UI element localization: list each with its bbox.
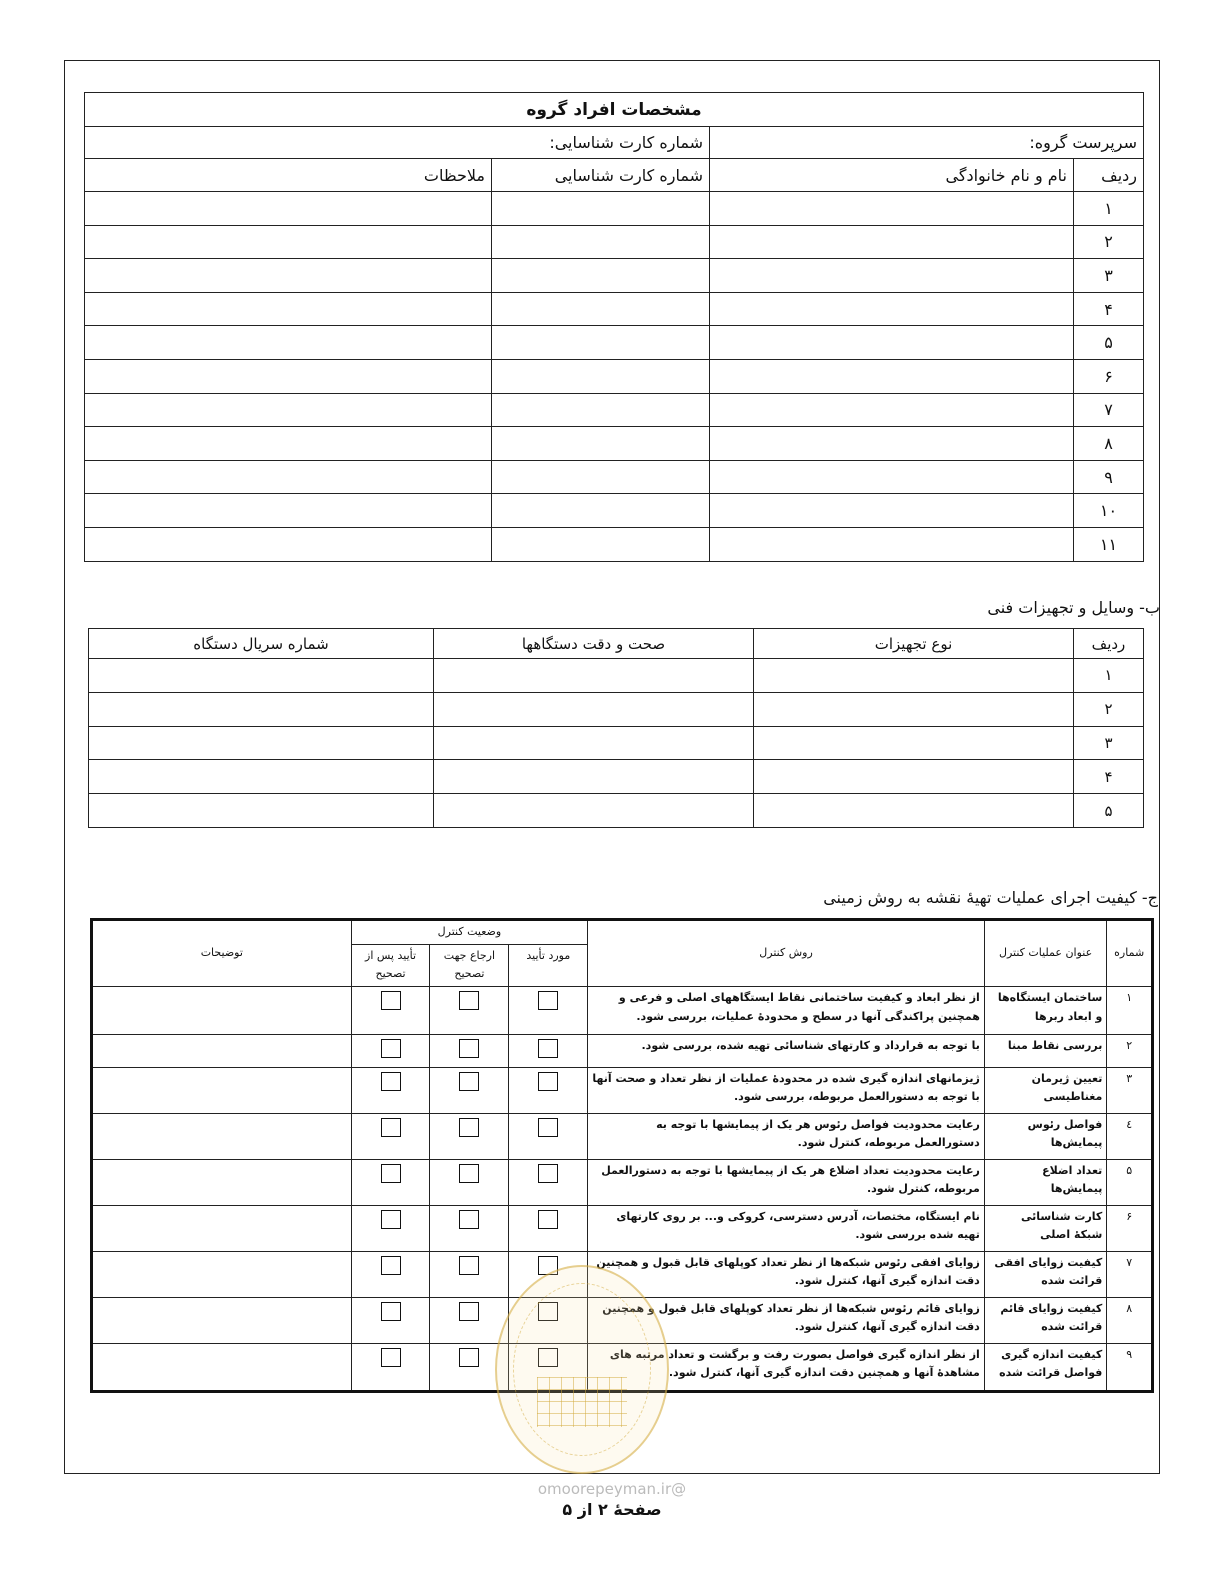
member-row-number: ۵ — [1074, 326, 1144, 360]
member-row — [85, 527, 1144, 561]
equipment-row-number: ۵ — [1074, 794, 1144, 828]
member-name-cell[interactable] — [710, 460, 1074, 494]
qc-status-cell — [509, 1205, 588, 1251]
qc-row — [92, 1035, 1153, 1068]
qc-row-title: تعیین ژیرمان مغناطیسی — [984, 1067, 1107, 1113]
supervisor-field[interactable]: سرپرست گروه: — [710, 127, 1144, 159]
supervisor-card-field[interactable]: شماره کارت شناسایی: — [85, 127, 710, 159]
qc-row-title: بررسی نقاط مبنا — [984, 1035, 1107, 1068]
qc-row-title: کیفیت اندازه گیری فواصل قرائت شده — [984, 1343, 1107, 1391]
group-members-table — [84, 92, 1144, 562]
qc-status-cell — [430, 1035, 509, 1068]
qc-row-number: ۲ — [1107, 1035, 1153, 1068]
qc-row-method: نام ایستگاه، مختصات، آدرس دسترسی، کروکی و... بر روی کارتهای تهیه شده بررسی شود. — [588, 1205, 985, 1251]
qc-row-number: ۶ — [1107, 1205, 1153, 1251]
qc-afterfix-checkbox[interactable] — [381, 1164, 401, 1183]
member-name-cell[interactable] — [710, 326, 1074, 360]
qc-status-cell — [430, 1159, 509, 1205]
watermark-ring — [513, 1283, 651, 1456]
qc-status-cell — [351, 1205, 430, 1251]
qc-returned-checkbox[interactable] — [459, 1302, 479, 1321]
equipment-row-number: ۴ — [1074, 760, 1144, 794]
qc-col-status-header: وضعیت کنترل — [351, 920, 588, 945]
equipment-row-number: ۳ — [1074, 726, 1144, 760]
equipment-row — [89, 760, 1144, 794]
col-name-header: نام و نام خانوادگی — [710, 159, 1074, 192]
equipment-type-cell[interactable] — [754, 760, 1074, 794]
eq-col-type-header: نوع تجهیزات — [754, 629, 1074, 659]
qc-col-afterfix-header: تأیید پس از تصحیح — [351, 944, 430, 986]
qc-col-returned-header: ارجاع جهت تصحیح — [430, 944, 509, 986]
member-name-cell[interactable] — [710, 192, 1074, 226]
qc-approved-checkbox[interactable] — [538, 1072, 558, 1091]
member-notes-cell[interactable] — [85, 494, 492, 528]
qc-row-notes[interactable] — [92, 1067, 352, 1113]
qc-status-cell — [351, 1343, 430, 1391]
equipment-accuracy-cell[interactable] — [434, 692, 754, 726]
col-card-header: شماره کارت شناسایی — [492, 159, 710, 192]
qc-col-title-header: عنوان عملیات کنترل — [984, 920, 1107, 987]
member-row — [85, 225, 1144, 259]
member-row-number: ۴ — [1074, 292, 1144, 326]
member-row — [85, 192, 1144, 226]
member-row — [85, 326, 1144, 360]
member-notes-cell[interactable] — [85, 359, 492, 393]
member-notes-cell[interactable] — [85, 326, 492, 360]
qc-status-cell — [430, 1205, 509, 1251]
member-row — [85, 460, 1144, 494]
group-members-title: مشخصات افراد گروه — [85, 93, 1144, 127]
qc-approved-checkbox[interactable] — [538, 1039, 558, 1058]
member-row-number: ۹ — [1074, 460, 1144, 494]
qc-row-title: کارت شناسائی شبکهٔ اصلی — [984, 1205, 1107, 1251]
qc-status-cell — [351, 987, 430, 1035]
eq-col-serial-header: شماره سریال دستگاه — [89, 629, 434, 659]
member-row — [85, 393, 1144, 427]
qc-row-title: کیفیت زوایای افقی قرائت شده — [984, 1251, 1107, 1297]
member-row — [85, 359, 1144, 393]
member-notes-cell[interactable] — [85, 460, 492, 494]
member-notes-cell[interactable] — [85, 259, 492, 293]
qc-approved-checkbox[interactable] — [538, 991, 558, 1010]
qc-status-cell — [509, 1159, 588, 1205]
qc-returned-checkbox[interactable] — [459, 1256, 479, 1275]
equipment-serial-cell[interactable] — [89, 794, 434, 828]
member-card-cell[interactable] — [492, 292, 710, 326]
watermark-grid — [537, 1377, 627, 1427]
qc-row — [92, 1067, 1153, 1113]
member-card-cell[interactable] — [492, 427, 710, 461]
member-name-cell[interactable] — [710, 225, 1074, 259]
qc-row-notes[interactable] — [92, 1205, 352, 1251]
member-card-cell[interactable] — [492, 259, 710, 293]
member-name-cell[interactable] — [710, 259, 1074, 293]
col-row-header: ردیف — [1074, 159, 1144, 192]
member-row — [85, 494, 1144, 528]
qc-status-cell — [430, 1297, 509, 1343]
qc-afterfix-checkbox[interactable] — [381, 1210, 401, 1229]
qc-returned-checkbox[interactable] — [459, 1210, 479, 1229]
qc-status-cell — [509, 987, 588, 1035]
qc-row-title: تعداد اضلاع پیمایش‌ها — [984, 1159, 1107, 1205]
qc-col-notes-header: توضیحات — [92, 920, 352, 987]
member-card-cell[interactable] — [492, 192, 710, 226]
equipment-row — [89, 692, 1144, 726]
qc-row-number: ۸ — [1107, 1297, 1153, 1343]
member-card-cell[interactable] — [492, 225, 710, 259]
qc-afterfix-checkbox[interactable] — [381, 1118, 401, 1137]
qc-approved-checkbox[interactable] — [538, 1118, 558, 1137]
member-row-number: ۷ — [1074, 393, 1144, 427]
eq-col-row-header: ردیف — [1074, 629, 1144, 659]
qc-row — [92, 1113, 1153, 1159]
member-card-cell[interactable] — [492, 326, 710, 360]
member-notes-cell[interactable] — [85, 427, 492, 461]
equipment-type-cell[interactable] — [754, 659, 1074, 693]
member-notes-cell[interactable] — [85, 292, 492, 326]
qc-afterfix-checkbox[interactable] — [381, 1039, 401, 1058]
qc-status-cell — [351, 1297, 430, 1343]
qc-approved-checkbox[interactable] — [538, 1210, 558, 1229]
equipment-type-cell[interactable] — [754, 692, 1074, 726]
equipment-row — [89, 794, 1144, 828]
qc-row-method: از نظر اندازه گیری فواصل بصورت رفت و برگشت و تعداد مرتبه های مشاهدهٔ آنها و همچنین دقت اندازه گیری آنها، کنترل شود. — [588, 1343, 985, 1391]
member-row — [85, 427, 1144, 461]
qc-row-notes[interactable] — [92, 1035, 352, 1068]
qc-returned-checkbox[interactable] — [459, 1348, 479, 1367]
member-name-cell[interactable] — [710, 393, 1074, 427]
qc-status-cell — [430, 987, 509, 1035]
member-row-number: ۱۰ — [1074, 494, 1144, 528]
member-card-cell[interactable] — [492, 393, 710, 427]
qc-afterfix-checkbox[interactable] — [381, 991, 401, 1010]
quality-section-title: ج- کیفیت اجرای عملیات تهیهٔ نقشه به روش زمینی — [823, 888, 1158, 907]
qc-row-notes[interactable] — [92, 1159, 352, 1205]
qc-status-cell — [351, 1067, 430, 1113]
qc-row — [92, 1159, 1153, 1205]
equipment-serial-cell[interactable] — [89, 692, 434, 726]
member-row — [85, 259, 1144, 293]
qc-row-method: زوایای افقی رئوس شبکه‌ها از نظر تعداد کوپلهای قابل قبول و همچنین دقت اندازه گیری آنها، کنترل شود. — [588, 1251, 985, 1297]
equipment-accuracy-cell[interactable] — [434, 659, 754, 693]
member-notes-cell[interactable] — [85, 192, 492, 226]
member-card-cell[interactable] — [492, 527, 710, 561]
qc-row — [92, 987, 1153, 1035]
qc-status-cell — [430, 1251, 509, 1297]
qc-row-notes[interactable] — [92, 987, 352, 1035]
watermark-site: @omoorepeyman.ir — [537, 1480, 687, 1498]
qc-row-notes[interactable] — [92, 1343, 352, 1391]
equipment-row — [89, 659, 1144, 693]
equipment-accuracy-cell[interactable] — [434, 794, 754, 828]
qc-status-cell — [351, 1159, 430, 1205]
qc-status-cell — [509, 1113, 588, 1159]
equipment-table — [88, 628, 1144, 828]
member-notes-cell[interactable] — [85, 225, 492, 259]
member-row-number: ۲ — [1074, 225, 1144, 259]
qc-row-number: ۷ — [1107, 1251, 1153, 1297]
qc-row-method: زوایای قائم رئوس شبکه‌ها از نظر تعداد کوپلهای قابل قبول و همچنین دقت اندازه گیری آنها، کنترل شود. — [588, 1297, 985, 1343]
qc-status-cell — [509, 1067, 588, 1113]
member-notes-cell[interactable] — [85, 527, 492, 561]
equipment-serial-cell[interactable] — [89, 659, 434, 693]
member-row-number: ۳ — [1074, 259, 1144, 293]
qc-row-number: ۹ — [1107, 1343, 1153, 1391]
equipment-accuracy-cell[interactable] — [434, 760, 754, 794]
member-row-number: ۸ — [1074, 427, 1144, 461]
qc-status-cell — [351, 1113, 430, 1159]
equipment-row-number: ۱ — [1074, 659, 1144, 693]
equipment-accuracy-cell[interactable] — [434, 726, 754, 760]
qc-row-notes[interactable] — [92, 1297, 352, 1343]
col-notes-header: ملاحظات — [85, 159, 492, 192]
qc-returned-checkbox[interactable] — [459, 991, 479, 1010]
qc-row-method: رعایت محدودیت فواصل رئوس هر یک از پیمایشها با توجه به دستورالعمل مربوطه، کنترل شود. — [588, 1113, 985, 1159]
qc-returned-checkbox[interactable] — [459, 1164, 479, 1183]
qc-row-number: ۳ — [1107, 1067, 1153, 1113]
equipment-serial-cell[interactable] — [89, 726, 434, 760]
member-notes-cell[interactable] — [85, 393, 492, 427]
watermark-seal — [495, 1265, 669, 1474]
qc-afterfix-checkbox[interactable] — [381, 1348, 401, 1367]
member-row — [85, 292, 1144, 326]
qc-returned-checkbox[interactable] — [459, 1039, 479, 1058]
equipment-row — [89, 726, 1144, 760]
equipment-row-number: ۲ — [1074, 692, 1144, 726]
equipment-type-cell[interactable] — [754, 794, 1074, 828]
qc-row-notes[interactable] — [92, 1251, 352, 1297]
qc-row-title: فواصل رئوس پیمایش‌ها — [984, 1113, 1107, 1159]
qc-status-cell — [351, 1035, 430, 1068]
equipment-section-title: ب- وسایل و تجهیزات فنی — [987, 598, 1160, 617]
equipment-serial-cell[interactable] — [89, 760, 434, 794]
member-row-number: ۶ — [1074, 359, 1144, 393]
member-row-number: ۱۱ — [1074, 527, 1144, 561]
qc-row-title: ساختمان ایستگاه‌ها و ابعاد ربرها — [984, 987, 1107, 1035]
page-number: صفحهٔ ۲ از ۵ — [562, 1500, 662, 1519]
member-name-cell[interactable] — [710, 527, 1074, 561]
qc-afterfix-checkbox[interactable] — [381, 1256, 401, 1275]
qc-row — [92, 1205, 1153, 1251]
qc-row-number: ۱ — [1107, 987, 1153, 1035]
member-name-cell[interactable] — [710, 494, 1074, 528]
qc-approved-checkbox[interactable] — [538, 1164, 558, 1183]
member-card-cell[interactable] — [492, 359, 710, 393]
member-name-cell[interactable] — [710, 359, 1074, 393]
qc-returned-checkbox[interactable] — [459, 1118, 479, 1137]
qc-col-num-header: شماره — [1107, 920, 1153, 987]
eq-col-accuracy-header: صحت و دقت دستگاهها — [434, 629, 754, 659]
qc-row-title: کیفیت زوایای قائم قرائت شده — [984, 1297, 1107, 1343]
qc-afterfix-checkbox[interactable] — [381, 1072, 401, 1091]
equipment-type-cell[interactable] — [754, 726, 1074, 760]
member-card-cell[interactable] — [492, 494, 710, 528]
qc-status-cell — [351, 1251, 430, 1297]
qc-row-method: با توجه به قرارداد و کارتهای شناسائی تهیه شده، بررسی شود. — [588, 1035, 985, 1068]
qc-row-number: ٤ — [1107, 1113, 1153, 1159]
qc-col-method-header: روش کنترل — [588, 920, 985, 987]
qc-status-cell — [509, 1035, 588, 1068]
qc-row-method: ژیزمانهای اندازه گیری شده در محدودهٔ عملیات از نظر تعداد و صحت آنها با توجه به دستورالعمل مربوطه، بررسی شود. — [588, 1067, 985, 1113]
qc-row-notes[interactable] — [92, 1113, 352, 1159]
member-card-cell[interactable] — [492, 460, 710, 494]
qc-afterfix-checkbox[interactable] — [381, 1302, 401, 1321]
qc-row-method: رعایت محدودیت تعداد اضلاع هر یک از پیمایشها با توجه به دستورالعمل مربوطه، کنترل شود. — [588, 1159, 985, 1205]
qc-returned-checkbox[interactable] — [459, 1072, 479, 1091]
qc-status-cell — [430, 1067, 509, 1113]
qc-row-method: از نظر ابعاد و کیفیت ساختمانی نقاط ایستگاههای اصلی و فرعی و همچنین پراکندگی آنها در سطح و محدودهٔ عملیات، بررسی شود. — [588, 987, 985, 1035]
member-name-cell[interactable] — [710, 292, 1074, 326]
qc-status-cell — [430, 1113, 509, 1159]
qc-col-approved-header: مورد تأیید — [509, 944, 588, 986]
member-name-cell[interactable] — [710, 427, 1074, 461]
qc-row-number: ۵ — [1107, 1159, 1153, 1205]
member-row-number: ۱ — [1074, 192, 1144, 226]
